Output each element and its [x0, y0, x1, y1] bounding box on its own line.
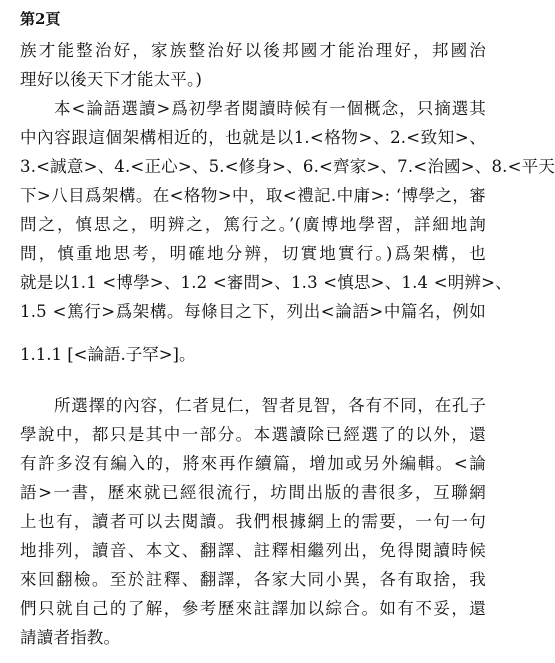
text-line: 3.<誠意>、4.<正心>、5.<修身>、6.<齊家>、7.<治國>、8.<平天 — [20, 157, 555, 176]
text-line: 問，慎重地思考，明確地分辨，切實地實行。)爲架構，也 — [20, 244, 486, 263]
text-line: 本<論語選讀>爲初學者閱讀時候有一個概念，只摘選其 — [54, 99, 486, 118]
text-line: 下>八目爲架構。在<格物>中，取<禮記.中庸>: ‘博學之，審 — [20, 186, 486, 205]
document-page — [20, 8, 555, 652]
text-line: 們只就自己的了解，參考歷來註譯加以綜合。如有不妥，還 — [20, 599, 486, 618]
paragraph-gap — [20, 326, 486, 340]
paragraph-selection-framework — [20, 94, 555, 369]
text-line: 所選擇的內容，仁者見仁，智者見智，各有不同，在孔子 — [54, 396, 486, 415]
section-gap — [20, 369, 486, 391]
text-line: 上也有，讀者可以去閱讀。我們根據網上的需要，一句一句 — [20, 512, 486, 531]
page-number-label: 第2頁 — [20, 10, 61, 28]
text-line: 學說中，都只是其中一部分。本選讀除已經選了的以外，還 — [20, 425, 486, 444]
text-line: 中內容跟這個架構相近的，也就是以1.<格物>、2.<致知>、 — [20, 128, 486, 147]
text-line: 來回翻檢。至於註釋、翻譯，各家大同小異，各有取捨，我 — [20, 570, 486, 589]
text-line: 問之，慎思之，明辨之，篤行之。’(廣博地學習，詳細地詢 — [20, 215, 486, 234]
text-line: 地排列，讀音、本文、翻譯、註釋相繼列出，免得閱讀時候 — [20, 541, 486, 560]
text-line: 語>一書，歷來就已經很流行，坊間出版的書很多，互聯網 — [20, 483, 486, 502]
text-line: 理好以後天下才能太平。) — [20, 70, 203, 89]
paragraph-selection-notes — [20, 391, 486, 652]
text-line: 就是以1.1 <博學>、1.2 <審問>、1.3 <慎思>、1.4 <明辨>、 — [20, 273, 512, 292]
text-line: 有許多沒有編入的，將來再作續篇，增加或另外編輯。<論 — [20, 454, 486, 473]
paragraph-continuation — [20, 36, 486, 94]
text-line: 1.5 <篤行>爲架構。每條目之下，列出<論語>中篇名，例如 — [20, 302, 486, 321]
text-line: 請讀者指教。 — [20, 628, 121, 647]
text-line: 族才能整治好，家族整治好以後邦國才能治理好，邦國治 — [20, 41, 486, 60]
reference-example: 1.1.1 [<論語.子罕>]。 — [20, 345, 196, 364]
